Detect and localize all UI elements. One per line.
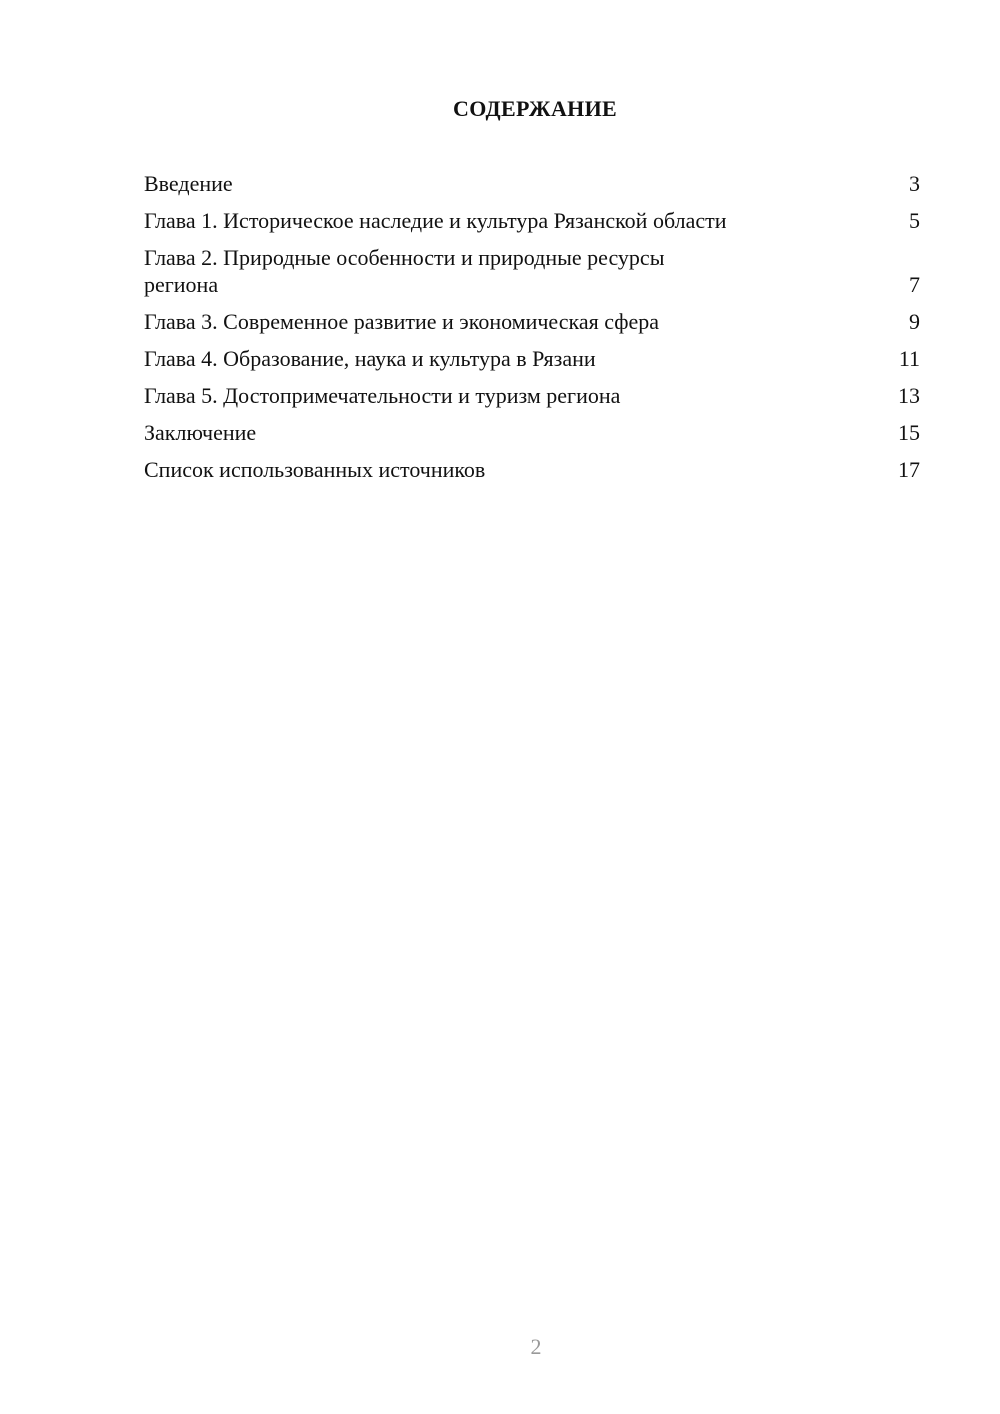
toc-item-introduction[interactable] [144,170,920,197]
toc-item-conclusion[interactable] [144,419,920,446]
toc-item-chapter-4[interactable] [144,345,920,372]
toc-item-label: Глава 2. Природные особенности и природные ресурсы региона [144,245,665,297]
toc-item-page: 3 [909,171,920,196]
toc-item-page: 5 [909,208,920,233]
toc-item-label: Заключение [144,420,257,445]
toc-item-chapter-3[interactable] [144,308,920,335]
toc-item-references[interactable] [144,456,920,483]
toc-item-chapter-2[interactable] [144,244,920,298]
toc-item-label: Глава 4. Образование, наука и культура в Рязани [144,346,596,371]
toc-item-page: 7 [909,272,920,297]
toc-item-label: Введение [144,171,233,196]
toc-item-page: 15 [898,420,920,445]
toc-item-chapter-5[interactable] [144,382,920,409]
toc-item-label: Глава 3. Современное развитие и экономическая сфера [144,309,660,334]
toc-item-chapter-1[interactable] [144,207,920,234]
toc-item-label: Глава 5. Достопримечательности и туризм региона [144,383,621,408]
toc-item-page: 13 [898,383,920,408]
toc-item-page: 17 [898,457,920,482]
toc-item-label: Глава 1. Историческое наследие и культура Рязанской области [144,208,727,233]
page-title: СОДЕРЖАНИЕ [453,96,617,121]
toc-item-page: 11 [898,346,920,371]
toc-item-label: Список использованных источников [144,457,486,482]
toc-item-page: 9 [909,309,920,334]
table-of-contents [144,170,920,493]
page-number: 2 [530,1334,542,1359]
